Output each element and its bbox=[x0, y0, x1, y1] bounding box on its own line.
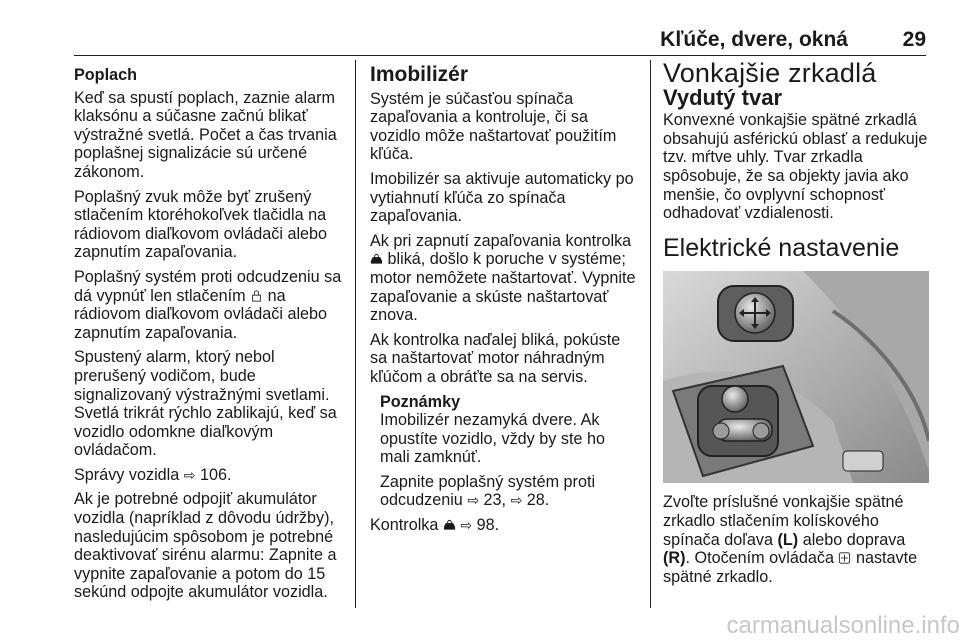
text: nastavte spätné zrkadlo. bbox=[663, 549, 918, 586]
text: bliká, došlo k poruche v systéme; motor nemôžete naštartovať. Vypnite zapaľovanie a skúste naštartovať znova. bbox=[370, 250, 636, 325]
paragraph: Spustený alarm, ktorý nebol prerušený vodičom, bude signalizovaný výstražnými svetlami. Svetlá trikrát rýchlo zablikajú, keď sa vozidlo odomkne diaľkovým ovládačom. bbox=[74, 348, 337, 460]
text-right-mirror: (R) bbox=[663, 549, 686, 568]
page-reference-icon: ⇨ bbox=[183, 466, 196, 483]
text: Zvoľte príslušné vonkajšie spätné zrkadlo stlačením kolískového spínača doľava bbox=[663, 493, 904, 549]
mirror-adjust-icon bbox=[838, 552, 851, 564]
immobilizer-car-key-icon bbox=[443, 519, 456, 531]
page-reference-link[interactable]: 23, bbox=[483, 491, 507, 510]
paragraph: Konvexné vonkajšie spätné zrkadlá obsahujú asférickú oblasť a redukuje tzv. mŕtve uhly. Tvar zrkadla spôsobuje, že sa objekty javia ako menšie, čo ovplyvní schopnosť odhadovať vzdialenosti. bbox=[663, 111, 928, 223]
subheading-electric-adjustment: Elektrické nastavenie bbox=[663, 233, 900, 262]
page-reference-link[interactable]: 98. bbox=[476, 516, 500, 535]
text: alebo doprava bbox=[802, 530, 906, 549]
text: Zapnite poplašný systém proti odcudzeniu bbox=[380, 472, 596, 510]
header-title: Kľúče, dvere, okná bbox=[660, 28, 848, 51]
paragraph: Ak kontrolka naďalej bliká, pokúste sa naštartovať motor náhradným kľúčom a obráťte sa na servis. bbox=[370, 330, 621, 386]
header-rule bbox=[74, 55, 926, 56]
text-left-mirror: (L) bbox=[777, 530, 799, 549]
text: Ak pri zapnutí zapaľovania kontrolka bbox=[370, 231, 632, 250]
paragraph bbox=[74, 268, 344, 342]
note-title: Poznámky bbox=[380, 392, 461, 411]
watermark: carmanualsonline.info bbox=[726, 612, 960, 639]
note-box bbox=[370, 393, 636, 511]
paragraph bbox=[370, 516, 636, 535]
text: Kontrolka bbox=[370, 516, 439, 535]
text: Poplašný systém proti odcudzeniu sa dá vypnúť len stlačením bbox=[74, 267, 342, 305]
paragraph bbox=[663, 493, 929, 586]
subheading-convex: Vydutý tvar bbox=[663, 84, 783, 110]
column-divider-2 bbox=[650, 60, 651, 608]
paragraph: Systém je súčasťou spínača zapaľovania a kontroluje, či sa vozidlo môže naštartovať použitím kľúča. bbox=[370, 89, 617, 164]
page-reference-icon: ⇨ bbox=[467, 492, 480, 509]
column-alarm bbox=[74, 60, 344, 608]
page-reference-link[interactable]: 28. bbox=[526, 491, 550, 510]
section-heading-alarm: Poplach bbox=[74, 66, 137, 84]
text: na rádiovom diaľkovom ovládači alebo zapnutím zapaľovania. bbox=[74, 286, 328, 342]
immobilizer-car-key-icon bbox=[370, 253, 383, 265]
paragraph: Keď sa spustí poplach, zaznie alarm klaksónu a súčasne začnú blikať výstražné svetlá. Počet a čas trvania poplašnej signalizácie sú určené zákonom. bbox=[74, 88, 337, 181]
section-heading-mirrors: Vonkajšie zrkadlá bbox=[663, 58, 877, 88]
note-paragraph bbox=[380, 473, 636, 510]
page-reference-link[interactable]: 106. bbox=[200, 465, 232, 484]
paragraph bbox=[370, 232, 636, 325]
page-reference-icon: ⇨ bbox=[460, 517, 473, 534]
section-heading-immobilizer: Imobilizér bbox=[370, 63, 469, 86]
paragraph: Imobilizér sa aktivuje automaticky po vytiahnutí kľúča zo spínača zapaľovania. bbox=[370, 169, 634, 226]
lock-icon bbox=[250, 290, 263, 302]
note-paragraph: Imobilizér nezamyká dvere. Ak opustíte vozidlo, vždy by ste ho mali zamknúť. bbox=[380, 411, 605, 467]
column-immobilizer bbox=[370, 60, 636, 541]
paragraph: Poplašný zvuk môže byť zrušený stlačením ktoréhokoľvek tlačidla na rádiovom diaľkovom ovládači alebo zapnutím zapaľovania. bbox=[74, 187, 328, 262]
text: . Otočením ovládača bbox=[685, 549, 834, 568]
paragraph: Ak je potrebné odpojiť akumulátor vozidla (napríklad z dôvodu údržby), nasledujúcim spôsobom je potrebné deaktivovať sirénu alarmu: Zapnite a vypnite zapaľovanie a potom do 15 sekúnd odpojte akumulátor vozidla. bbox=[74, 490, 337, 602]
paragraph bbox=[74, 466, 344, 485]
page-reference-icon: ⇨ bbox=[510, 492, 523, 509]
page-number: 29 bbox=[902, 28, 926, 51]
page-header bbox=[0, 22, 960, 56]
column-mirrors bbox=[663, 60, 929, 592]
text: Správy vozidla bbox=[74, 465, 180, 484]
column-divider-1 bbox=[355, 60, 356, 608]
mirror-switch-photo bbox=[663, 271, 929, 483]
